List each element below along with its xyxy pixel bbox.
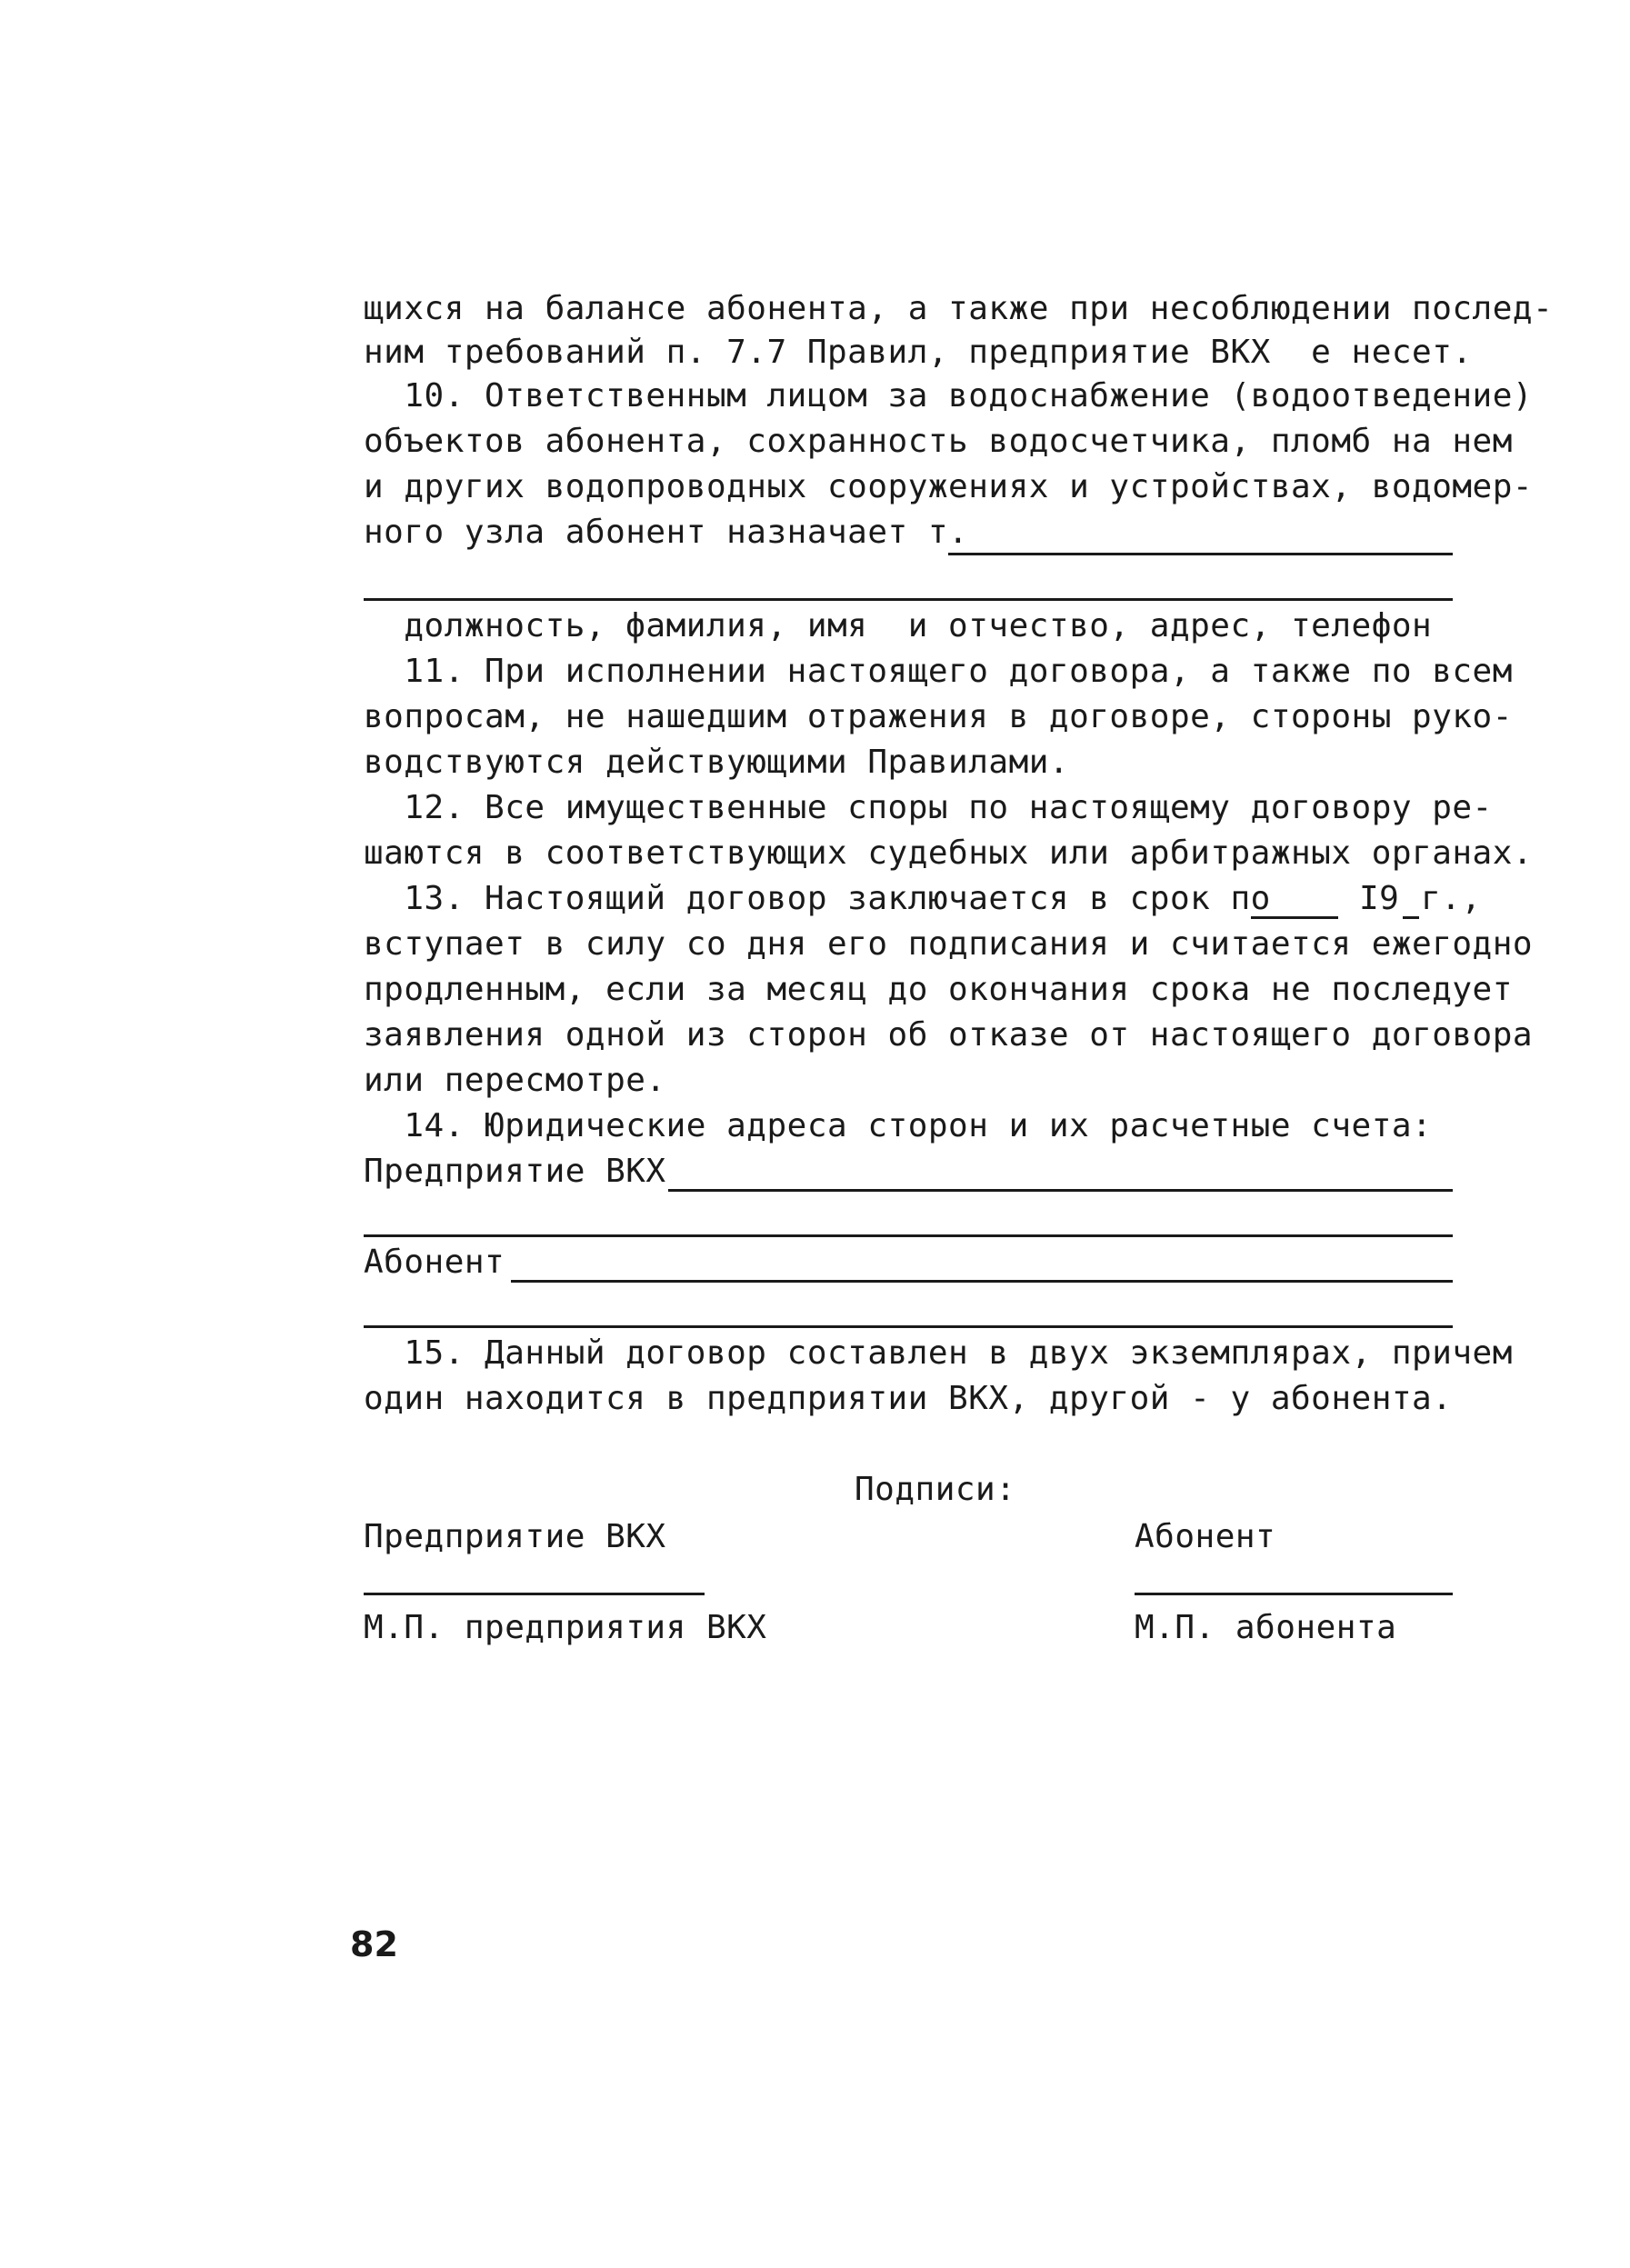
text-line: ним требований п. 7.7 Правил, предприятие ВКХ е несет. — [364, 334, 1473, 371]
page-number: 82 — [350, 1924, 398, 1964]
blank-vkh-address-line2 — [364, 1234, 1453, 1237]
paragraph-11-start: 11. При исполнении настоящего договора, а также по всем — [364, 653, 1513, 690]
blank-subscriber-address-line2 — [364, 1325, 1453, 1328]
text-line: объектов абонента, сохранность водосчетчика, пломб на нем — [364, 423, 1513, 460]
paragraph-13-start: 13. Настоящий договор заключается в срок по — [364, 880, 1271, 917]
signature-subscriber-line — [1135, 1593, 1453, 1595]
paragraph-15-start: 15. Данный договор составлен в двух экземплярах, причем — [364, 1334, 1513, 1372]
text-line: или пересмотре. — [364, 1062, 666, 1099]
paragraph-12-start: 12. Все имущественные споры по настоящему договору ре- — [364, 789, 1493, 826]
signature-vkh-line — [364, 1593, 705, 1595]
blank-year — [1403, 916, 1419, 919]
text-line: шаются в соответствующих судебных или арбитражных органах. — [364, 834, 1534, 872]
paragraph-10-start: 10. Ответственным лицом за водоснабжение (водоотведение) — [364, 377, 1534, 415]
stamp-subscriber-label: М.П. абонента — [1135, 1609, 1397, 1646]
blank-responsible-person-line2 — [364, 598, 1453, 601]
blank-vkh-address — [668, 1189, 1453, 1192]
text-line: вопросам, не нашедшим отражения в договоре, стороны руко- — [364, 698, 1513, 735]
signature-subscriber-label: Абонент — [1135, 1518, 1276, 1555]
text-line: один находится в предприятии ВКХ, другой - у абонента. — [364, 1380, 1453, 1417]
year-prefix: I9 — [1359, 880, 1400, 917]
text-line: ного узла абонент назначает т. — [364, 514, 969, 551]
text-line: заявления одной из сторон об отказе от настоящего договора — [364, 1016, 1534, 1054]
field-caption: должность, фамилия, имя и отчество, адрес, телефон — [364, 607, 1433, 644]
party-vkh-label: Предприятие ВКХ — [364, 1153, 666, 1190]
signature-vkh-label: Предприятие ВКХ — [364, 1518, 666, 1555]
blank-responsible-person — [948, 553, 1453, 555]
paragraph-14-start: 14. Юридические адреса сторон и их расчетные счета: — [364, 1107, 1433, 1144]
blank-subscriber-address — [511, 1280, 1453, 1283]
stamp-vkh-label: М.П. предприятия ВКХ — [364, 1609, 767, 1646]
text-line: вступает в силу со дня его подписания и считается ежегодно — [364, 925, 1534, 963]
text-line: продленным, если за месяц до окончания срока не последует — [364, 971, 1513, 1008]
party-subscriber-label: Абонент — [364, 1244, 505, 1281]
text-line: и других водопроводных сооружениях и устройствах, водомер- — [364, 468, 1534, 505]
signatures-heading: Подписи: — [855, 1471, 1016, 1508]
blank-term-date — [1251, 916, 1338, 919]
text-line: водствуются действующими Правилами. — [364, 744, 1070, 781]
year-suffix: г., — [1421, 880, 1482, 917]
text-line: щихся на балансе абонента, а также при несоблюдении послед- — [364, 290, 1554, 327]
